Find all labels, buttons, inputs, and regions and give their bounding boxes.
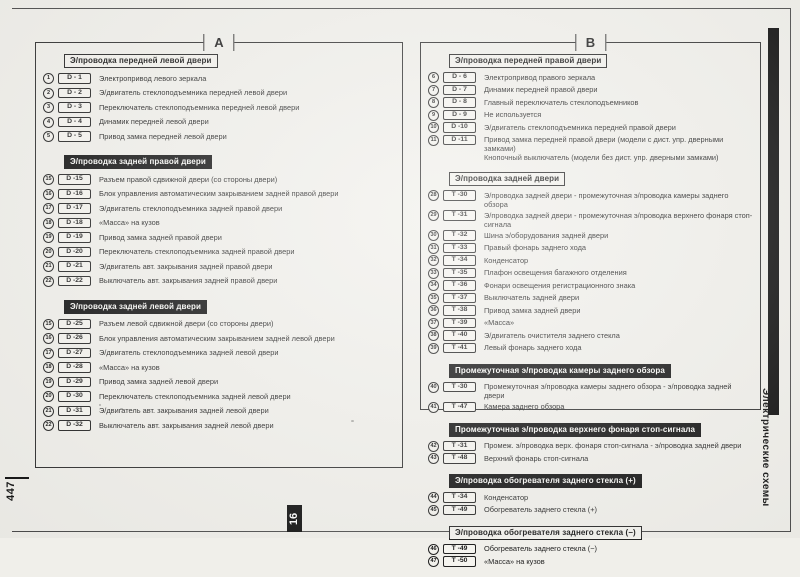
- item-description: Переключатель стеклоподъемника передней левой двери: [99, 102, 300, 112]
- connector-code: D -17: [58, 203, 91, 214]
- section-header: Э/проводка передней правой двери: [449, 54, 607, 68]
- connector-code: D -27: [58, 348, 91, 359]
- item-description: Шина э/оборудования задней двери: [484, 230, 609, 240]
- legend-row: [43, 319, 396, 330]
- connector-code: D -25: [58, 319, 91, 330]
- connector-code: D -20: [58, 247, 91, 258]
- position-number-badge: 43: [428, 453, 439, 464]
- position-number-badge: 7: [428, 85, 439, 96]
- legend-row: [428, 280, 754, 291]
- legend-row: [43, 117, 396, 128]
- position-number-badge: 30: [428, 230, 439, 241]
- position-number-badge: 10: [428, 122, 439, 133]
- item-description: Динамик передней левой двери: [99, 117, 209, 126]
- connector-code: D -18: [58, 218, 91, 229]
- connector-code: T -35: [443, 268, 476, 279]
- legend-row: [428, 255, 754, 266]
- item-description: Привод замка передней правой двери (модели с дист. упр. дверными замками) Кнопочный выключатель (модели без дист. упр. дверными замками): [484, 135, 754, 163]
- legend-section: [428, 470, 754, 516]
- legend-row: [428, 72, 754, 83]
- position-number-badge: 19: [43, 377, 54, 388]
- item-description: Выключатель авт. закрывания задней левой двери: [99, 420, 274, 430]
- position-number-badge: 47: [428, 556, 439, 567]
- legend-row: [43, 174, 396, 185]
- connector-code: T -30: [443, 382, 476, 393]
- position-number-badge: 11: [428, 135, 439, 146]
- connector-code: T -31: [443, 441, 476, 452]
- legend-row: [428, 343, 754, 354]
- legend-row: [428, 268, 754, 279]
- section-header: Э/проводка задней двери: [449, 172, 565, 186]
- legend-section: [428, 522, 754, 568]
- position-number-badge: 41: [428, 402, 439, 413]
- connector-code: D -26: [58, 333, 91, 344]
- legend-row: [43, 88, 396, 99]
- position-number-badge: 22: [43, 420, 54, 431]
- position-number-badge: 32: [428, 255, 439, 266]
- legend-row: [428, 453, 754, 464]
- position-number-badge: 36: [428, 305, 439, 316]
- legend-section: [428, 50, 754, 162]
- legend-row: [428, 85, 754, 96]
- legend-row: [43, 362, 396, 373]
- position-number-badge: 8: [428, 97, 439, 108]
- item-description: Не используется: [484, 110, 542, 119]
- connector-code: T -37: [443, 293, 476, 304]
- position-number-badge: 34: [428, 280, 439, 291]
- legend-row: [43, 102, 396, 113]
- legend-row: [428, 97, 754, 108]
- connector-code: D - 7: [443, 85, 476, 96]
- item-description: Э/двигатель очистителя заднего стекла: [484, 330, 620, 340]
- section-header: Э/проводка задней правой двери: [64, 155, 212, 169]
- item-description: «Масса»: [484, 318, 515, 327]
- connector-code: T -49: [443, 544, 476, 555]
- position-number-badge: 29: [428, 210, 439, 221]
- legend-row: [43, 261, 396, 272]
- legend-row: [428, 544, 754, 555]
- scan-speck: [99, 404, 101, 406]
- connector-code: T -34: [443, 255, 476, 266]
- connector-code: T -50: [443, 556, 476, 567]
- legend-section: [428, 168, 754, 354]
- connector-code: D -19: [58, 232, 91, 243]
- legend-row: [43, 189, 396, 200]
- legend-row: [43, 131, 396, 142]
- position-number-badge: 6: [428, 72, 439, 83]
- legend-row: [43, 73, 396, 84]
- item-description: Э/двигатель авт. закрывания задней левой двери: [99, 406, 269, 415]
- legend-row: [428, 441, 754, 452]
- legend-row: [43, 218, 396, 229]
- legend-row: [428, 190, 754, 209]
- position-number-badge: 16: [43, 189, 54, 200]
- section-header: Э/проводка передней левой двери: [64, 54, 218, 68]
- connector-code: T -30: [443, 190, 476, 201]
- legend-row: [428, 110, 754, 121]
- legend-row: [43, 333, 396, 344]
- position-number-badge: 46: [428, 544, 439, 555]
- legend-row: [428, 293, 754, 304]
- connector-code: D -15: [58, 174, 91, 185]
- connector-code: D -29: [58, 377, 91, 388]
- section-header: Э/проводка задней левой двери: [64, 300, 207, 314]
- connector-code: T -31: [443, 210, 476, 221]
- legend-section: [428, 360, 754, 413]
- item-description: Э/двигатель стеклоподъемника передней правой двери: [484, 122, 676, 132]
- item-description: Блок управления автоматическим закрыванием задней левой двери: [99, 333, 335, 343]
- connector-code: D -22: [58, 276, 91, 287]
- position-number-badge: 19: [43, 232, 54, 243]
- item-description: Динамик передней правой двери: [484, 85, 598, 94]
- legend-row: [428, 330, 754, 341]
- connector-code: D - 3: [58, 102, 91, 113]
- connector-code: T -39: [443, 318, 476, 329]
- item-description: Промеж. э/проводка верх. фонаря стоп-сигнала - э/проводка задней двери: [484, 441, 742, 450]
- position-number-badge: 21: [43, 261, 54, 272]
- legend-row: [43, 203, 396, 214]
- item-description: Разъем левой сдвижной двери (со стороны двери): [99, 319, 274, 328]
- position-number-badge: 22: [43, 276, 54, 287]
- position-number-badge: 39: [428, 343, 439, 354]
- item-description: Конденсатор: [484, 255, 529, 265]
- position-number-badge: 1: [43, 73, 54, 84]
- item-description: Э/проводка задней двери - промежуточная э/проводка камеры заднего обзора: [484, 190, 729, 209]
- item-description: Привод замка задней правой двери: [99, 232, 222, 242]
- position-number-badge: 17: [43, 203, 54, 214]
- item-description: Верхний фонарь стоп-сигнала: [484, 453, 589, 463]
- item-description: Обогреватель заднего стекла (−): [484, 544, 598, 553]
- item-description: Привод замка задней левой двери: [99, 377, 219, 386]
- panel-b-letter: В: [575, 34, 606, 51]
- connector-code: D - 6: [443, 72, 476, 83]
- legend-panel-b: [420, 35, 761, 566]
- position-number-badge: 2: [43, 88, 54, 99]
- item-description: Камера заднего обзора: [484, 402, 565, 411]
- item-description-line2: Кнопочный выключатель (модели без дист. упр. дверными замками): [484, 153, 719, 162]
- connector-code: T -32: [443, 230, 476, 241]
- connector-code: D -32: [58, 420, 91, 431]
- position-number-badge: 18: [43, 362, 54, 373]
- item-description: «Масса» на кузов: [484, 556, 545, 566]
- position-number-badge: 5: [43, 131, 54, 142]
- position-number-badge: 15: [43, 319, 54, 330]
- item-description: Привод замка передней левой двери: [99, 131, 227, 141]
- connector-code: D -16: [58, 189, 91, 200]
- connector-code: D -30: [58, 391, 91, 402]
- panel-b-sections: [421, 43, 760, 577]
- connector-code: T -48: [443, 453, 476, 464]
- right-margin-black-bar: [768, 28, 779, 415]
- connector-code: D - 2: [58, 88, 91, 99]
- position-number-badge: 45: [428, 505, 439, 516]
- legend-row: [43, 377, 396, 388]
- page-number: 447: [4, 481, 17, 501]
- item-description: Электропривод левого зеркала: [99, 73, 207, 83]
- panel-a-letter: А: [203, 34, 234, 51]
- position-number-badge: 37: [428, 318, 439, 329]
- legend-row: [428, 305, 754, 316]
- legend-row: [43, 232, 396, 243]
- legend-section: [43, 50, 396, 142]
- connector-code: T -34: [443, 492, 476, 503]
- connector-code: D - 8: [443, 97, 476, 108]
- section-header: Промежуточная э/проводка верхнего фонаря стоп-сигнала: [449, 423, 701, 437]
- item-description: «Масса» на кузов: [99, 362, 160, 372]
- position-number-badge: 28: [428, 190, 439, 201]
- legend-row: [43, 247, 396, 258]
- item-description: «Масса» на кузов: [99, 218, 160, 227]
- sidebar-title: Электрические схемы: [760, 388, 771, 507]
- connector-code: D -28: [58, 362, 91, 373]
- position-number-badge: 18: [43, 218, 54, 229]
- item-description: Электропривод правого зеркала: [484, 72, 596, 82]
- connector-code: T -47: [443, 402, 476, 413]
- item-description: Выключатель авт. закрывания задней правой двери: [99, 276, 278, 285]
- item-description: Правый фонарь заднего хода: [484, 243, 587, 252]
- position-number-badge: 44: [428, 492, 439, 503]
- item-description: Плафон освещения багажного отделения: [484, 268, 627, 277]
- item-description: Привод замка задней двери: [484, 305, 581, 315]
- connector-code: T -41: [443, 343, 476, 354]
- legend-row: [43, 420, 396, 431]
- connector-code: T -33: [443, 243, 476, 254]
- page-number-tick: [5, 477, 29, 479]
- position-number-badge: 33: [428, 268, 439, 279]
- position-number-badge: 42: [428, 441, 439, 452]
- legend-section: [428, 419, 754, 465]
- item-description: Выключатель задней двери: [484, 293, 580, 302]
- legend-row: [428, 122, 754, 133]
- legend-row: [43, 276, 396, 287]
- position-number-badge: 40: [428, 382, 439, 393]
- connector-code: T -40: [443, 330, 476, 341]
- connector-code: D -11: [443, 135, 476, 146]
- item-description: Э/двигатель стеклоподъемника задней левой двери: [99, 348, 279, 357]
- connector-code: T -36: [443, 280, 476, 291]
- connector-code: T -38: [443, 305, 476, 316]
- position-number-badge: 4: [43, 117, 54, 128]
- position-number-badge: 3: [43, 102, 54, 113]
- item-description: Переключатель стеклоподъемника задней левой двери: [99, 391, 291, 401]
- item-description: Переключатель стеклоподъемника задней правой двери: [99, 247, 295, 256]
- item-description: Промежуточная э/проводка камеры заднего обзора - э/проводка задней двери: [484, 382, 732, 400]
- connector-code: T -49: [443, 505, 476, 516]
- position-number-badge: 20: [43, 247, 54, 258]
- connector-code: D - 4: [58, 117, 91, 128]
- legend-row: [428, 556, 754, 567]
- position-number-badge: 31: [428, 243, 439, 254]
- section-header: Э/проводка обогревателя заднего стекла (−): [449, 526, 642, 540]
- legend-row: [43, 406, 396, 417]
- legend-row: [428, 492, 754, 503]
- item-description: Обогреватель заднего стекла (+): [484, 505, 598, 514]
- legend-row: [428, 318, 754, 329]
- item-description: Э/проводка задней двери - промежуточная э/проводка верхнего фонаря стоп-сигнала: [484, 210, 753, 229]
- item-description: Блок управления автоматическим закрыванием задней правой двери: [99, 189, 339, 198]
- position-number-badge: 35: [428, 293, 439, 304]
- legend-row: [43, 391, 396, 402]
- scan-speck: [120, 408, 123, 410]
- legend-row: [428, 382, 754, 401]
- connector-code: D - 5: [58, 131, 91, 142]
- legend-section: [43, 296, 396, 432]
- section-header: Э/проводка обогревателя заднего стекла (+): [449, 474, 642, 488]
- connector-code: D -31: [58, 406, 91, 417]
- legend-panel-a: [35, 35, 403, 468]
- connector-code: D -10: [443, 122, 476, 133]
- legend-row: [428, 135, 754, 163]
- legend-section: [43, 151, 396, 287]
- legend-row: [428, 210, 754, 229]
- legend-row: [428, 243, 754, 254]
- legend-row: [428, 505, 754, 516]
- item-description: Фонари освещения регистрационного знака: [484, 280, 636, 290]
- position-number-badge: 20: [43, 391, 54, 402]
- connector-code: D - 1: [58, 73, 91, 84]
- item-description: Конденсатор: [484, 492, 529, 502]
- item-description: Главный переключатель стеклоподъемников: [484, 97, 639, 107]
- connector-code: D - 9: [443, 110, 476, 121]
- position-number-badge: 21: [43, 406, 54, 417]
- scan-speck: [351, 420, 354, 422]
- item-description: Разъем правой сдвижной двери (со стороны двери): [99, 174, 278, 184]
- position-number-badge: 15: [43, 174, 54, 185]
- chapter-tab-number: 16: [288, 512, 301, 525]
- legend-row: [43, 348, 396, 359]
- item-description: Э/двигатель авт. закрывания задней правой двери: [99, 261, 273, 271]
- position-number-badge: 16: [43, 333, 54, 344]
- panel-a-sections: [36, 43, 402, 444]
- item-description: Э/двигатель стеклоподъемника передней левой двери: [99, 88, 288, 97]
- position-number-badge: 9: [428, 110, 439, 121]
- connector-code: D -21: [58, 261, 91, 272]
- section-header: Промежуточная э/проводка камеры заднего обзора: [449, 364, 671, 378]
- chapter-tab: [287, 505, 302, 532]
- item-description: Левый фонарь заднего хода: [484, 343, 582, 352]
- legend-row: [428, 230, 754, 241]
- legend-row: [428, 402, 754, 413]
- item-description: Э/двигатель стеклоподъемника задней правой двери: [99, 203, 283, 213]
- position-number-badge: 17: [43, 348, 54, 359]
- position-number-badge: 38: [428, 330, 439, 341]
